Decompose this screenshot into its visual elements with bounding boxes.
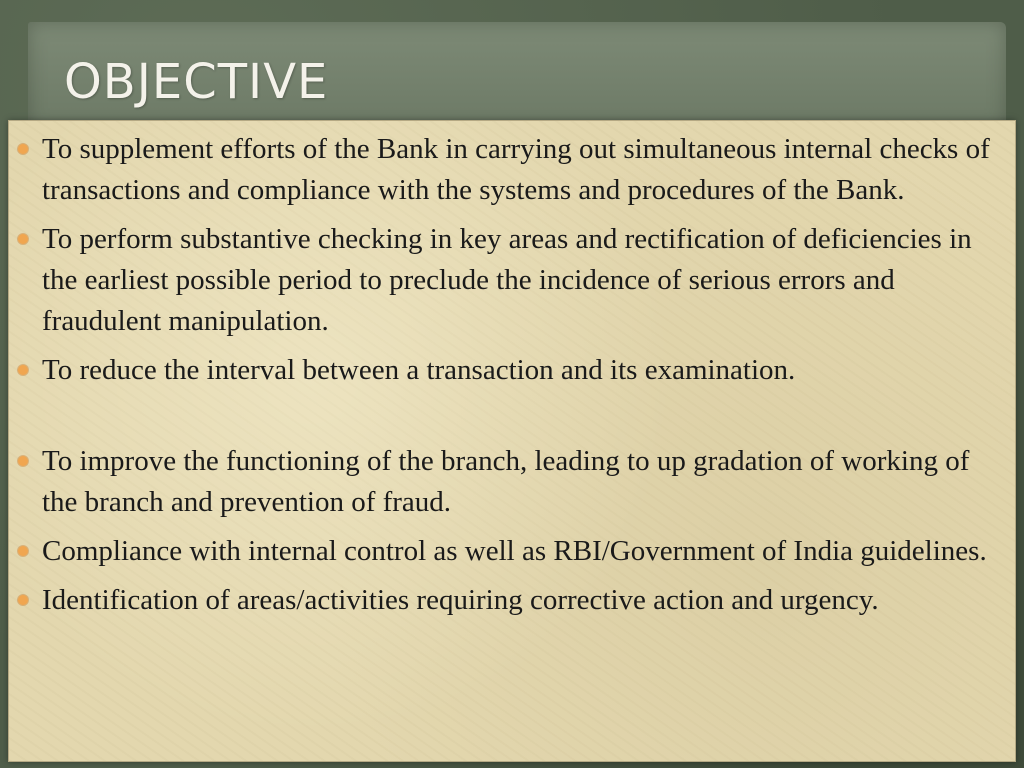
content-panel: [8, 120, 1016, 762]
bullet-text: To reduce the interval between a transaction and its examination.: [42, 354, 796, 386]
bullet-dot-icon: [18, 546, 28, 556]
bullet-text: Compliance with internal control as well as RBI/Government of India guidelines.: [42, 535, 987, 567]
bullet-list: [9, 121, 1015, 621]
bullet-dot-icon: [18, 595, 28, 605]
slide-title: OBJECTIVE: [64, 54, 329, 110]
bullet-item: [9, 129, 1015, 211]
bullet-dot-icon: [18, 365, 28, 375]
bullet-item: [9, 441, 1015, 523]
bullet-item: [9, 219, 1015, 342]
bullet-dot-icon: [18, 456, 28, 466]
bullet-text: Identification of areas/activities requiring corrective action and urgency.: [42, 584, 879, 616]
bullet-item: [9, 350, 1015, 391]
bullet-text: To improve the functioning of the branch, leading to up gradation of working of the branch and prevention of fraud.: [42, 445, 970, 518]
bullet-text: To perform substantive checking in key areas and rectification of deficiencies in the earliest possible period to preclude the incidence of serious errors and fraudulent manipulation.: [42, 223, 972, 337]
bullet-dot-icon: [18, 234, 28, 244]
bullet-item: [9, 531, 1015, 572]
bullet-item: [9, 580, 1015, 621]
bullet-text: To supplement efforts of the Bank in carrying out simultaneous internal checks of transactions and compliance with the systems and procedures of the Bank.: [42, 133, 990, 206]
bullet-dot-icon: [18, 144, 28, 154]
